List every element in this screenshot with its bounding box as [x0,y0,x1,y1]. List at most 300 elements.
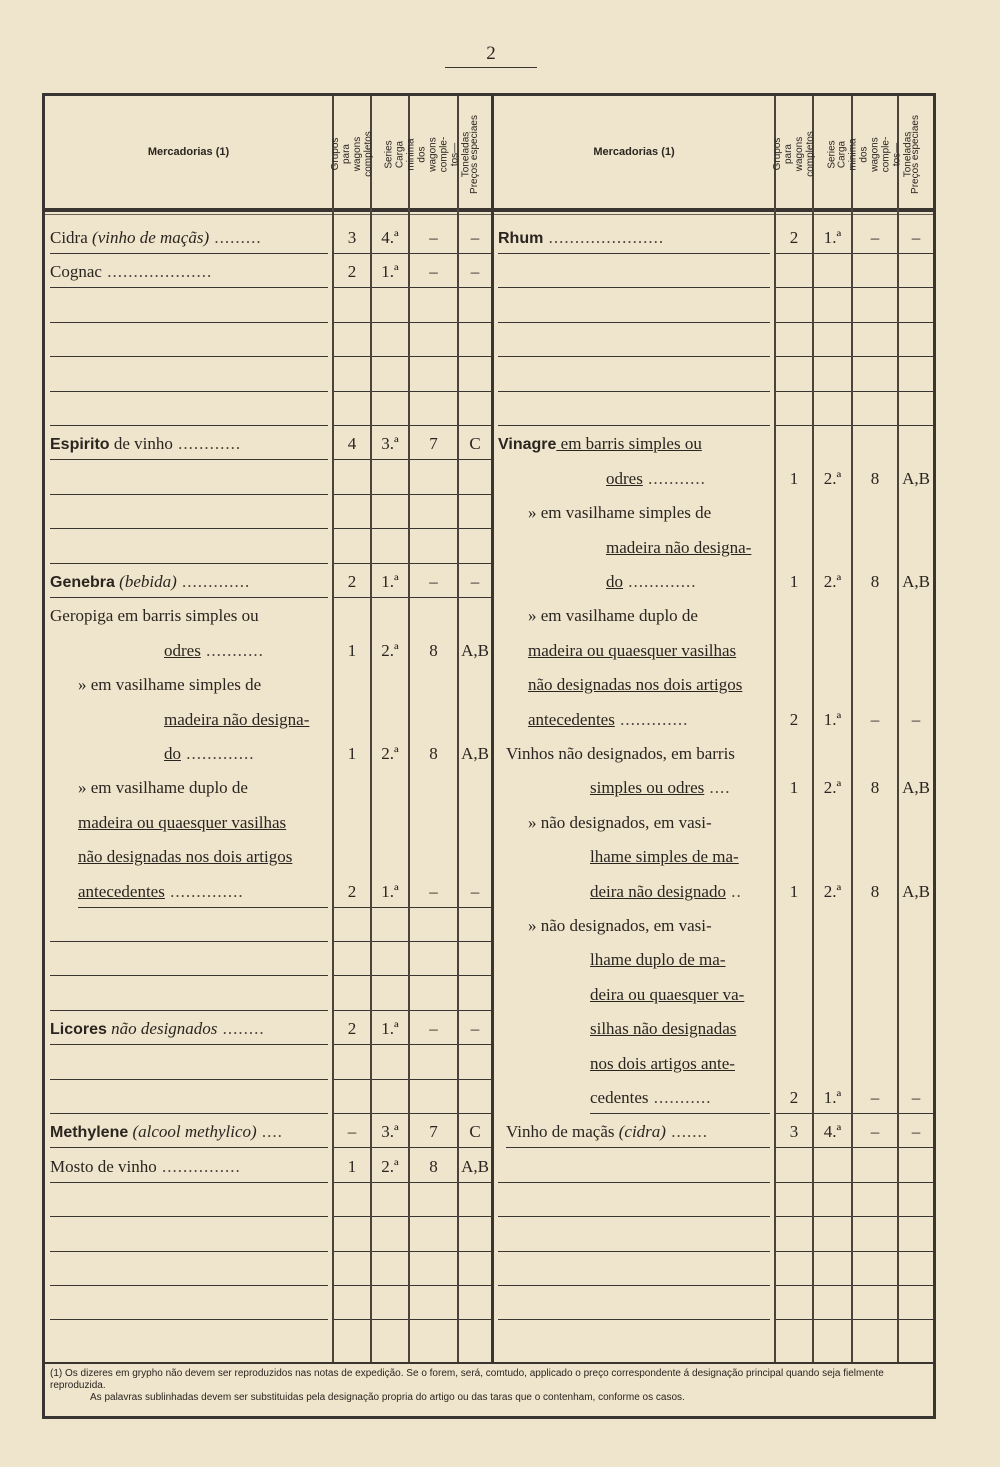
list-item [78,668,328,701]
precos-value: C [459,1115,491,1148]
leader-dots: ........... [642,468,706,488]
list-item [50,255,328,288]
list-item [498,393,770,426]
list-item [50,290,328,323]
item-text: silhas não designadas [590,1019,737,1039]
header-series-right: Series [826,139,838,169]
series-value: 4.ª [814,1115,851,1148]
grupos-value: 2 [776,1081,812,1114]
list-item [78,806,328,839]
carga-value [853,290,897,323]
carga-value [853,1253,897,1286]
carga-value [410,1184,457,1217]
precos-value [459,943,491,976]
series-value: 2.ª [823,468,842,488]
grupos-value [334,909,370,942]
grupos-value: 2 [334,255,370,288]
carga-value: – [853,1081,897,1114]
header-mercadorias-left: Mercadorias (1) [147,146,230,158]
precos-value: A,B [902,778,930,798]
series-value [814,290,851,323]
grupos-value [334,393,370,426]
grupos-value [334,771,370,804]
series-value [372,290,408,323]
carga-value [853,255,897,288]
list-item [50,599,328,632]
grupos-value [776,840,812,873]
list-item [50,1081,328,1114]
grupos-value: 2 [334,565,370,598]
series-value [814,496,851,529]
list-item [50,1012,328,1045]
series-value: 2.ª [381,744,399,763]
header-rule-thin [45,214,933,215]
footnote [50,1368,930,1404]
header-carga-left: Carga minima dos wagons comple-tos—Toneladas [394,131,472,177]
leader-dots: ............. [623,572,697,591]
list-item [50,496,328,529]
carga-value: 8 [429,640,438,660]
grupos-value [334,1081,370,1114]
leader-dots: ....... [665,1122,708,1142]
carga-value [410,393,457,426]
list-item [498,1253,770,1286]
series-value [814,1287,851,1320]
leader-dots: ...................... [543,228,665,247]
page-number: 2 [445,43,537,68]
item-text: Mosto de vinho [50,1156,157,1176]
leader-dots: ............... [156,1156,241,1176]
list-item [590,1047,770,1080]
carga-value [410,1081,457,1114]
list-item [498,324,770,357]
grupos-value: 1 [789,572,799,591]
precos-value: – [459,875,491,908]
series-value [372,1047,408,1080]
precos-value [459,496,491,529]
item-text: Rhum [498,230,544,247]
precos-value [899,1150,933,1183]
carga-value [410,668,457,701]
list-item [50,978,328,1011]
item-text: » em vasilhame simples de [528,503,712,523]
carga-value [410,909,457,942]
list-item [50,909,328,942]
grupos-value [776,427,812,460]
precos-value: A,B [902,572,930,591]
series-value [814,943,851,976]
list-item [506,1115,770,1148]
list-item [528,599,770,632]
carga-value [853,1287,897,1320]
list-item [50,1287,328,1320]
list-item [498,221,770,254]
carga-value [853,1150,897,1183]
item-text: não designados [106,1019,218,1039]
list-item [528,496,770,529]
precos-value [459,462,491,495]
precos-value [459,840,491,873]
grupos-value [776,1219,812,1252]
carga-value: 7 [410,427,457,460]
carga-value: – [853,221,897,254]
grupos-value [776,1150,812,1183]
precos-value: – [911,709,921,729]
carga-value: – [853,1115,897,1148]
item-text: Methylene [50,1124,129,1142]
grupos-value [334,290,370,323]
grupos-value [334,840,370,873]
carga-value: 8 [870,572,880,591]
series-value [814,1184,851,1217]
precos-value [899,1012,933,1045]
precos-value [459,1287,491,1320]
item-text: de vinho [109,434,173,454]
series-value: 2.ª [823,881,842,901]
list-item [78,875,328,908]
leader-dots: ........ [217,1019,265,1039]
item-text: odres [164,640,201,660]
grupos-value [334,943,370,976]
grupos-value: 3 [776,1115,812,1148]
series-value [372,806,408,839]
precos-value [459,531,491,564]
item-text: » não designados, em vasi- [528,812,712,832]
grupos-value [776,255,812,288]
carga-value [853,359,897,392]
grupos-value [776,531,812,564]
carga-value: – [410,255,457,288]
carga-value [410,290,457,323]
carga-value [853,806,897,839]
series-value [372,1184,408,1217]
item-text: » em vasilhame duplo de [78,778,248,798]
precos-value [899,427,933,460]
carga-value [853,496,897,529]
series-value: 4.ª [372,221,408,254]
precos-value [899,737,933,770]
series-value [372,1219,408,1252]
item-text: lhame simples de ma- [590,847,739,867]
grupos-value [334,703,370,736]
grupos-value [776,634,812,667]
grupos-value: 1 [347,640,357,660]
grupos-value: 1 [334,1150,370,1183]
carga-value [853,599,897,632]
list-item [50,531,328,564]
leader-dots: .............. [164,881,244,901]
series-value [372,909,408,942]
header-rule [45,208,933,212]
precos-value [899,359,933,392]
grupos-value [334,668,370,701]
series-value: 3.ª [372,1115,408,1148]
grupos-value: – [334,1115,370,1148]
carga-value [853,1012,897,1045]
precos-value [899,1219,933,1252]
item-text: simples ou odres [590,778,705,798]
list-item [590,1081,770,1114]
series-value [814,324,851,357]
precos-value [459,806,491,839]
grupos-value [776,668,812,701]
leader-dots: ............. [181,744,255,763]
precos-value [899,840,933,873]
leader-dots: .................... [101,262,213,282]
carga-value: 8 [410,1150,457,1183]
item-text: do [164,744,181,763]
leader-dots: ........... [648,1088,712,1107]
series-value [814,1219,851,1252]
series-value [814,840,851,873]
grupos-value [776,737,812,770]
leader-dots: .... [704,778,731,798]
carga-value [853,634,897,667]
series-value [372,668,408,701]
header-grupos-left: Grupos para wagons completos [329,131,374,177]
item-text: (bebida) [114,572,177,591]
series-value [814,1012,851,1045]
list-item [164,634,328,667]
grupos-value [334,1047,370,1080]
series-value: 2.ª [823,572,842,591]
precos-value [459,909,491,942]
list-item [50,943,328,976]
list-item [50,393,328,426]
series-value [372,840,408,873]
item-text: Cognac [50,262,102,282]
precos-value: A,B [459,1150,491,1183]
list-item [50,1184,328,1217]
precos-value [459,1253,491,1286]
grupos-value: 2 [776,221,812,254]
list-item [590,840,770,873]
precos-value: – [459,255,491,288]
carga-value [853,737,897,770]
carga-value [853,393,897,426]
series-value [372,1287,408,1320]
item-text: » em vasilhame simples de [78,675,262,695]
series-value [814,427,851,460]
precos-value [459,1047,491,1080]
item-text: Cidra [50,228,93,247]
carga-value [853,324,897,357]
leader-dots: .... [256,1122,283,1142]
list-item [498,255,770,288]
carga-value [410,496,457,529]
precos-value [459,393,491,426]
list-item [50,1219,328,1252]
carga-value: 7 [410,1115,457,1148]
series-value [814,393,851,426]
carga-value [853,943,897,976]
grupos-value [776,393,812,426]
list-item [590,943,770,976]
item-text: » não designados, em vasi- [528,916,712,935]
leader-dots: ......... [209,228,262,247]
carga-value [853,668,897,701]
grupos-value [776,943,812,976]
series-value: 1.ª [372,875,408,908]
series-value [814,599,851,632]
precos-value [459,703,491,736]
series-value [814,1047,851,1080]
series-value [372,599,408,632]
list-item [50,1115,328,1148]
series-value [372,703,408,736]
precos-value: – [459,1012,491,1045]
list-item [528,909,770,942]
list-item [528,806,770,839]
item-text: Licores [50,1021,107,1039]
series-value: 1.ª [372,255,408,288]
precos-value: A,B [461,744,489,763]
grupos-value [776,290,812,323]
carga-value: 8 [870,468,880,488]
carga-value [853,840,897,873]
precos-value [899,255,933,288]
item-text: madeira não designa- [606,537,752,557]
series-value: 3.ª [372,427,408,460]
series-value [372,1253,408,1286]
leader-dots: ............. [614,709,689,729]
precos-value [459,668,491,701]
carga-value [853,427,897,460]
precos-value [899,531,933,564]
carga-value [410,359,457,392]
precos-value: A,B [461,640,489,660]
series-value [814,909,851,942]
carga-value [853,531,897,564]
carga-value [410,599,457,632]
item-text: (vinho de maçãs) [92,228,210,247]
grupos-value [334,324,370,357]
precos-value: – [899,1115,933,1148]
series-value [814,806,851,839]
series-value [814,668,851,701]
carga-value [410,703,457,736]
list-item [78,840,328,873]
grupos-value: 1 [789,468,799,488]
grupos-value: 3 [334,221,370,254]
header-precos-left: Preços especiaes [469,114,480,194]
footnote-line-1: (1) Os dizeres em grypho não devem ser reproduzidos nas notas de expedição. Se o forem, será, comtudo, applicado o preço correspondente á designação principal quando seja fielmente reproduzida. [50,1368,884,1391]
series-value: 1.ª [814,221,851,254]
list-item [498,1219,770,1252]
precos-value [459,978,491,1011]
carga-value [853,909,897,942]
list-item [164,737,328,770]
item-text: não designadas nos dois artigos [528,675,743,695]
series-value [372,359,408,392]
series-value: 2.ª [823,778,842,798]
precos-value [899,1287,933,1320]
item-text: odres [606,468,643,488]
item-text: » em vasilhame duplo de [528,606,698,626]
grupos-value [776,1047,812,1080]
carga-value [410,943,457,976]
precos-value [899,496,933,529]
grupos-value [776,1184,812,1217]
leader-dots: ............. [176,572,251,591]
precos-value [459,1081,491,1114]
list-item [164,703,328,736]
carga-value [410,1253,457,1286]
carga-value: – [410,565,457,598]
list-item [50,1253,328,1286]
precos-value [899,634,933,667]
list-item [50,427,328,460]
list-item [50,359,328,392]
carga-value [410,806,457,839]
grupos-value: 2 [789,709,799,729]
precos-value [899,668,933,701]
grupos-value [334,1253,370,1286]
series-value [372,771,408,804]
header-series-left: Series [383,139,395,169]
series-value [372,531,408,564]
series-value [814,737,851,770]
list-item [50,324,328,357]
list-item [498,359,770,392]
grupos-value: 1 [789,881,799,901]
item-text: lhame duplo de ma- [590,950,726,970]
series-value [372,943,408,976]
series-value [814,1253,851,1286]
item-text: Espirito [50,436,110,454]
carga-value [853,1219,897,1252]
item-text: em barris simples ou [556,434,702,454]
list-item [78,771,328,804]
series-value [814,255,851,288]
carga-value [853,1047,897,1080]
series-value [814,1150,851,1183]
carga-value: – [410,875,457,908]
precos-value [899,393,933,426]
precos-value [899,1047,933,1080]
series-value: 1.ª [372,1012,408,1045]
list-item [498,1184,770,1217]
precos-value [899,806,933,839]
precos-value: C [459,427,491,460]
grupos-value: 4 [334,427,370,460]
grupos-value: 2 [334,1012,370,1045]
precos-value [899,943,933,976]
footnote-line-2: As palavras sublinhadas devem ser substituidas pela designação propria do artigo ou das taras que o contenham, conforme os casos. [90,1392,685,1403]
series-value: 2.ª [372,1150,408,1183]
precos-value [899,978,933,1011]
item-text: madeira ou quaesquer vasilhas [528,640,737,660]
grupos-value [776,1287,812,1320]
list-item [606,565,770,598]
grupos-value [776,1012,812,1045]
list-item [590,978,770,1011]
grupos-value [334,806,370,839]
carga-value [410,1219,457,1252]
precos-value [899,909,933,942]
precos-value [899,324,933,357]
leader-dots: ............ [172,434,242,454]
series-value [372,978,408,1011]
precos-value [459,290,491,323]
header-precos-right: Preços especiaes [910,114,921,194]
list-item [50,462,328,495]
carga-value [410,771,457,804]
carga-value: – [410,1012,457,1045]
series-value [372,1081,408,1114]
series-value: 1.ª [372,565,408,598]
precos-value [459,599,491,632]
